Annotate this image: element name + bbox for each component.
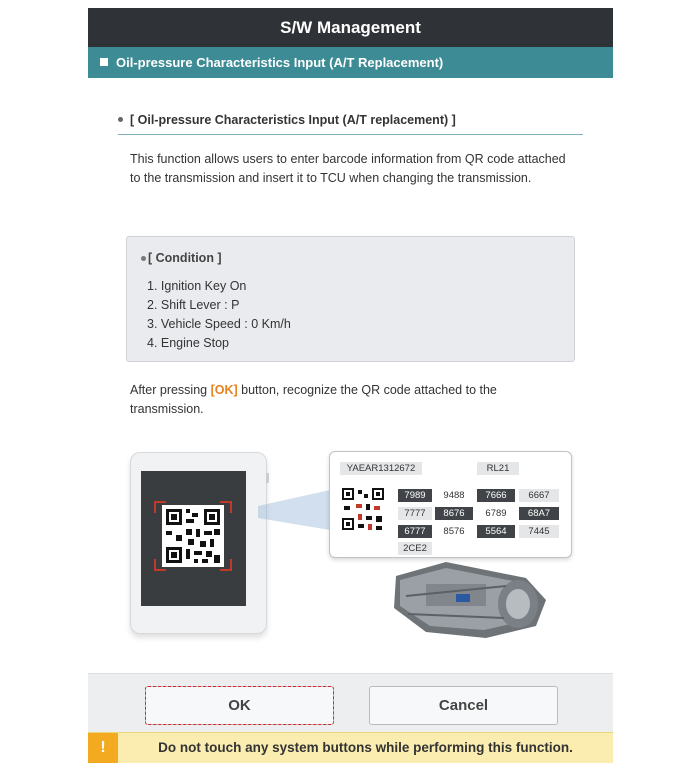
instruction-post: button, recognize the QR code attached to the transmission.	[130, 383, 497, 416]
label-id: YAEAR1312672	[340, 462, 422, 475]
ok-button[interactable]: OK	[145, 686, 334, 725]
warning-bar	[88, 732, 613, 763]
label-code: RL21	[477, 462, 519, 475]
window-title: S/W Management	[88, 8, 613, 47]
label-value: 7989	[398, 489, 432, 502]
label-value: 5564	[477, 525, 515, 538]
qr-code-icon	[162, 505, 224, 567]
scan-beam	[258, 478, 338, 538]
button-bar	[88, 673, 613, 734]
cancel-button[interactable]: Cancel	[369, 686, 558, 725]
warning-message: Do not touch any system buttons while performing this function.	[158, 740, 573, 755]
label-footer: 2CE2	[398, 542, 432, 555]
label-value: 7666	[477, 489, 515, 502]
function-title	[118, 110, 583, 135]
qr-label-callout	[329, 451, 572, 558]
bullet-icon	[118, 117, 123, 122]
condition-item: 4. Engine Stop	[147, 336, 230, 350]
scan-frame	[154, 501, 232, 571]
label-value: 9488	[435, 489, 473, 502]
label-value: 6789	[477, 507, 515, 520]
label-value: 7445	[519, 525, 559, 538]
square-bullet-icon	[100, 58, 108, 66]
condition-title	[141, 251, 222, 265]
ok-reference: [OK]	[210, 383, 238, 397]
section-header	[88, 47, 613, 78]
label-value: 6667	[519, 489, 559, 502]
label-value: 8576	[435, 525, 473, 538]
instruction-text	[130, 381, 570, 419]
section-header-label: Oil-pressure Characteristics Input (A/T Replacement)	[116, 55, 444, 70]
function-description: This function allows users to enter barcode information from QR code attached to the transmission and insert it to TCU when changing the transmission.	[130, 152, 566, 185]
sw-management-dialog	[88, 8, 613, 763]
condition-item: 3. Vehicle Speed : 0 Km/h	[147, 317, 291, 331]
condition-box	[126, 236, 575, 362]
condition-list	[147, 277, 291, 353]
bullet-icon	[141, 256, 146, 261]
tablet-illustration	[130, 452, 267, 634]
label-value: 68A7	[519, 507, 559, 520]
qr-code-icon	[340, 486, 386, 532]
instruction-pre: After pressing	[130, 383, 211, 397]
condition-item: 1. Ignition Key On	[147, 279, 247, 293]
tablet-screen	[141, 471, 246, 606]
function-title-text: [ Oil-pressure Characteristics Input (A/T replacement) ]	[130, 113, 456, 127]
label-value: 8676	[435, 507, 473, 520]
label-value: 6777	[398, 525, 432, 538]
warning-icon: !	[88, 733, 118, 763]
condition-title-text: [ Condition ]	[148, 251, 222, 265]
label-value: 7777	[398, 507, 432, 520]
condition-item: 2. Shift Lever : P	[147, 298, 240, 312]
transmission-image	[386, 556, 552, 640]
